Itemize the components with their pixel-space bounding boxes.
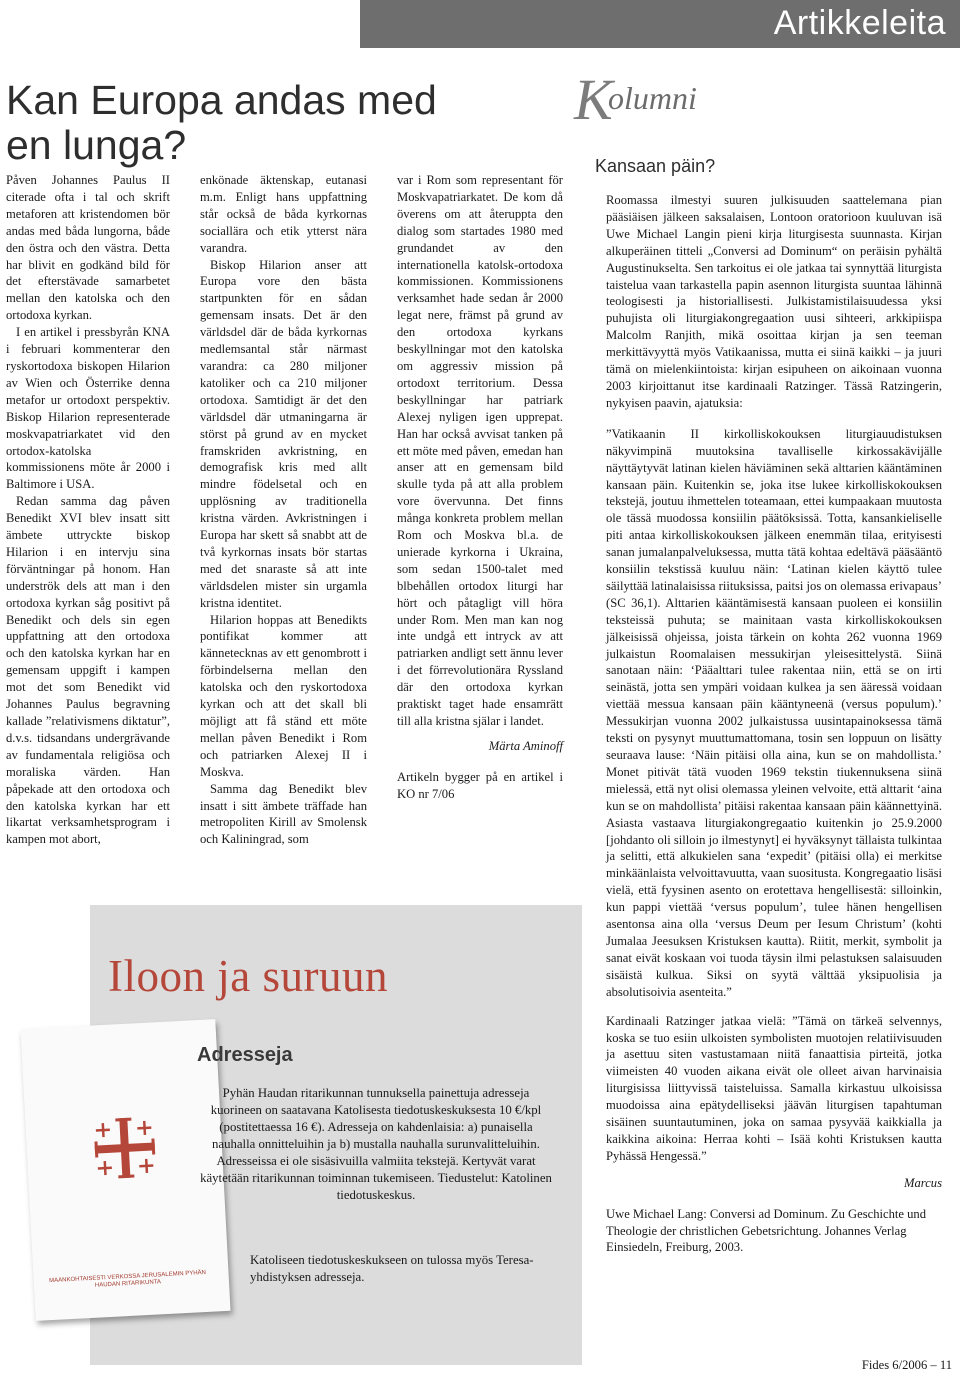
ad-note: Katoliseen tiedotuskeskukseen on tulossa myös Teresa-yhdistyksen adresseja. xyxy=(250,1253,534,1284)
article-paragraph: Redan samma dag påven Benedikt XVI blev insatt sitt ämbete uttryckte biskop Hilarion i en intervju sina förväntningar på honom. Han underströk dels att man i den ortodoxa kyrkan såg positivt på Benedikt och dels sin egen uppfattning att den ortodoxa och den katolska kyrkan har en gemensam uppgift i kampen mot det som Benedikt vid Johannes Paulus begravning kallade ”relativismens diktatur”, d.v.s. tidsandans undergrävande av fundamentala religiösa och moraliska värden. Han påpekade att den ortodoxa och den katolska kyrkan har ett likartat verksamhetsprogram i kampen mot abort, xyxy=(6,494,170,847)
ad-body: Pyhän Haudan ritarikunnan tunnuksella painettuja adresseja kuorineen on saatavana Katolisesta tiedotuskeskuksesta 10 €/kpl (postitettaessa 16 €). Adresseja on kahdenlaisia: a) punaisella nauhalla onnitteluihin ja b) mustalla nauhalla surunvalitteluihin. Adresseissa ei ole sisäsivuilla valmiita tekstejä. Kertyvät varat käytetään ritarikunnan toiminnan tukemiseen. Tiedustelut: Katolinen tiedotuskeskus. xyxy=(200,1086,552,1202)
kolumni-quote: ”Vatikaanin II kirkolliskokouksen liturgiauudistuksen näkyvimpinä muutoksina tavalliselle kirkossakävijälle näyttäytyvät latinan kielen häviäminen sekä alttarien kääntäminen kansaan päin. Kuitenkin se, joka itse lukee kirkolliskokouksen tekstejä, joutuu ihmettelen toteamaan, ettei kumpaakaan muutosta ole tässä muodossa konsiilin päätöksissä. Totta, kansankieliselle piti antaa kirkolliskokouksen jälkeen enemmän tilaa, erityisesti sanan jumalanpalveluksessa, mutta tätä kohtaa edeltävä pääsääntö konsiilin tekstissä kuuluu näin: ‘Latinan kielen käyttö tulee säilyttää latinalaisissa riituksissa, paitsi jos on olemassa erivapaus’ (SC 36,1). Alttarien kääntämisestä kansaan puoleen ei konsiilin teksteissä puhuta; se mainitaan vasta kirkolliskokouksen jälkeisissä ohjeissa, joista tärkein on kohta 262 vuonna 1969 julkaistun Roomalaisen messukirjan yleisesittelystä. Siinä sanotaan näin: ‘Pääalttari tulee rakentaa niin, että se on irti seinästä, jotta sen ympäri voidaan kulkea ja sen ääressä voidaan viettää messua kansaan päin kääntyneenä (versus populum).’ Messukirjan vuonna 2002 julkaistussa uusintapainoksessa tämä teksti on pysynyt muuttumattomana, tosin sen loppuun on lisätty seuraava lause: ‘Näin pitäisi olla aina, kun se on mahdollista.’ Monet pitivät tätä vuoden 1969 tekstin tiukennuksena siinä mielessä, että nyt olisi olemassa yleinen velvoite, että alttarit ‘aina kun se on mahdollista’ pitäisi rakentaa kansaan päin käännettyinä. Asiasta vastaava liturgiakongregaatio kuitenkin jo 25.9.2000 [johdanto oli silloin jo ilmestynyt] ei hyväksynyt tällaista tulkintaa ja selitti, että alkukielen sana ‘expedit’ (pitäisi olla) ei merkitse minkäänlaista velvoittavuutta, vaan suositusta. Kongregaatio lisäsi vielä, että fyysinen asento on erotettava hengellisestä: silloinkin, kun pappi viettää ‘versus populum’, tulee hänen hengellisen asentonsa aina olla ‘versus Deum per Iesum Christum’ (kohti Jumalaa Jeesuksen Kristuksen kautta). Riitit, merkit, symbolit ja sanat eivät koskaan voi tuoda täysin ilmi pelastuksen salaisuuden sisäistä kulkua. Siksi on syytä välttää yksipuolisia ja absolutisoivia asenteita.” xyxy=(606,426,942,999)
booklet-caption: MAANKOHTAISESTI VERKOSSA JERUSALEMIN PYHÄN HAUDAN RITARIKUNTA xyxy=(49,1269,207,1289)
jerusalem-cross-icon xyxy=(89,1112,160,1183)
article-paragraph: Påven Johannes Paulus II citerade ofta i tal och skrift metaforen att kristendomen bör andas med båda lungorna, både den östra och den västra. Detta har blivit en godkänd bild för det efterstävade samarbetet mellan den katolska och den ortodoxa kyrkan. xyxy=(6,173,170,323)
page-footer: Fides 6/2006 – 11 xyxy=(861,1358,952,1372)
ad-subtitle: Adresseja xyxy=(197,1044,293,1066)
kolumni-reference: Uwe Michael Lang: Conversi ad Dominum. Zu Geschichte und Theologie der christlichen Gebetsrichtung. Johannes Verlag Einsiedeln, Freiburg, 2003. xyxy=(606,1206,927,1255)
ad-title: Iloon ja suruun xyxy=(108,951,388,1001)
article-signature: Märta Aminoff xyxy=(488,738,563,753)
article-paragraph: var i Rom som representant för Moskvapatriarkatet. De kom då överens om att återuppta den dialog som startades 1980 med grundandet av den internationella katolsk-ortodoxa kommissionen. Kommissionens verksamhet hade sedan år 2000 legat nere, främst på grund av den ortodoxa kyrkans beskyllningar mot den katolska om aggressiv mission på ortodoxt territorium. Dessa beskyllningar har patriark Alexej nyligen igen upprepat. Han har också avvisat tanken på ett möte med påven, emedan han anser att en gemensam bild skulle tyda på att alla problem vore övervunna. Det finns många konkreta problem mellan Rom och Moskva bl.a. de unierade kyrkorna i Ukraina, som sedan 1500-talet med blbehållen ortodox liturgi har hört och påtagligt vill höra under Rom. Men man kan nog inte undgå ett intryck av att patriarken andligt sett ännu lever i det förrevolutionära Ryssland där den ortodoxa kyrkan praktiskt taget hade ensamrätt till alla kristna själar i landet. xyxy=(397,173,563,728)
kolumni-signature: Marcus xyxy=(903,1175,942,1190)
article-paragraph: I en artikel i pressbyrån KNA i februari kommenterar den ryskortodoxa biskopen Hilarion av Wien och Österrike denna metafor ur ortodoxt perspektiv. Biskop Hilarion representerade moskvapatriarkatet vid den ortodox-katolska kommissionens möte år 2000 i Baltimore i USA. xyxy=(6,325,170,492)
kolumni-paragraph: Kardinaali Ratzinger jatkaa vielä: ”Tämä on tärkeä selvennys, koska se tuo esiin ulkoisten symbolisten muotojen relatiivisuuden ja asettuu siten vastustamaan niitä fanaattisia pirteitä, jotka viimeisten 40 vuoden aikana eivät ole olleet aivan harvinaisia liturgisissa liittyvissä taisteluissa. Samalla kirkastuu ulkoisissa muodoissa aina epätydelliseksi jäävän liturgisen tapahtuman sisäinen suuntautuminen, joka on samaa pysyvää kaikkialla ja kaikkina aikoina: Herraa kohti – Isää kohti Kristuksen kautta Pyhässä Hengessä.” xyxy=(606,1013,942,1163)
article-column-3 xyxy=(397,172,563,803)
article-paragraph: Biskop Hilarion anser att Europa vore den bästa startpunkten för en sådan gemensam insats. Det är den världsdel där de båda kyrkornas medlemsantal står närmast varandra: ca 280 miljoner katoliker och ca 210 miljoner ortodoxa. Samtidigt är det den världsdel där utmaningarna är störst på grund av en mycket framskriden avkristning, en demografisk kris med allt mindre födelsetal och en upplösning av traditionella kristna värden. Avkristningen i Europa har skett så snabbt att de två kyrkornas insats bör startas med det snaraste så att inte världsdelen mister sin urgamla kristna identitet. xyxy=(200,257,367,610)
article-column-1 xyxy=(6,172,170,848)
kolumni-heading xyxy=(574,67,954,142)
article-paragraph: Samma dag Benedikt blev insatt i sitt ämbete träffade han metropoliten Kirill av Smolensk och Kaliningrad, som xyxy=(200,781,367,847)
section-title: Artikkeleita xyxy=(773,4,946,42)
article-paragraph: enkönade äktenskap, eutanasi m.m. Enligt hans uppfattning står också de båda kyrkornas sociallära och etik ytterst nära varandra. xyxy=(200,173,367,255)
section-banner xyxy=(360,0,960,48)
kolumni-title: olumni xyxy=(608,80,697,116)
kolumni-initial: K xyxy=(574,67,613,132)
article-source-note: Artikeln bygger på en artikel i KO nr 7/06 xyxy=(397,769,563,801)
article-column-2 xyxy=(200,172,367,848)
kolumni-intro: Roomassa ilmestyi suuren julkisuuden saattelemana pian pääsiäisen jälkeen saksalaisen, Lontoon oratorioon kuuluvan isä Uwe Michael Langin pieni kirja liturgisesta suunnasta. Kirjan alkuperäinen titteli „Conversi ad Dominum“ on peräisin pyhältä Augustinukselta. Sen tarkoitus ei ole jatkaa tai synnyttää liturgista taistelua vaan tarkastella papin asennon liturgista suuntaa lähinnä teologisesti ja historiallisesti. Julkistamistilaisuudessa yksi puhujista oli liturgiakongregaation uusi sihteeri, arkkipiispa Malcolm Ranjith, mikä osoittaa kirjan ja sen teeman merkittävyyttä myös Vatikaanissa, mutta ei siinä kaikki – ja juuri tämä on mielenkiintoista: kirjan esipuheen on aikoinaan vuonna 2003 kirjoittanut itse kardinaali Ratzinger. Tässä Ratzingerin, nykyisen paavin, ajatuksia: xyxy=(606,193,942,410)
kolumni-subtitle: Kansaan päin? xyxy=(595,156,716,176)
kolumni-column xyxy=(606,192,942,1256)
article-paragraph: Hilarion hoppas att Benedikts pontifikat kommer att kännetecknas av ett genombrott i förbindelserna mellan den katolska och den ryskortodoxa kyrkan och att det skall bli möjligt att få ständ ett möte mellan påven Benedikt i Rom och patriarken Alexej II i Moskva. xyxy=(200,612,367,779)
article-title: Kan Europa andas med en lunga? xyxy=(6,77,437,168)
